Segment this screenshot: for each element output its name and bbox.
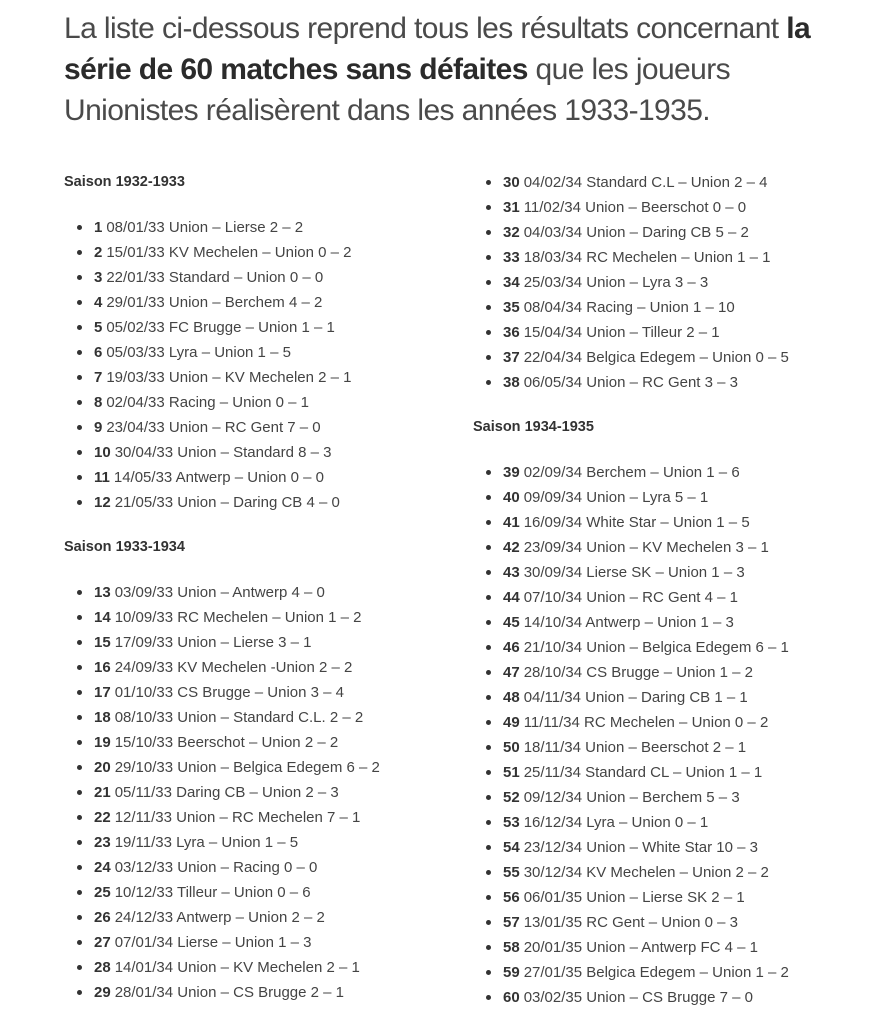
match-result: 30/09/34 Lierse SK – Union 1 – 3 xyxy=(523,564,745,581)
match-list-1933-1934-part2 xyxy=(473,170,853,395)
season-heading-1934-1935: Saison 1934-1935 xyxy=(473,419,594,435)
match-item xyxy=(473,735,853,760)
match-item xyxy=(473,370,853,395)
match-number: 39 xyxy=(503,464,520,481)
match-result: 21/05/33 Union – Daring CB 4 – 0 xyxy=(114,494,340,511)
match-item xyxy=(473,860,853,885)
match-item xyxy=(473,610,853,635)
match-result: 19/11/33 Lyra – Union 1 – 5 xyxy=(114,834,299,851)
match-result: 19/03/33 Union – KV Mechelen 2 – 1 xyxy=(106,369,352,386)
match-result: 18/03/34 RC Mechelen – Union 1 – 1 xyxy=(523,249,771,266)
match-number: 1 xyxy=(94,219,103,236)
match-item xyxy=(473,760,853,785)
match-number: 15 xyxy=(94,634,111,651)
match-result: 05/02/33 FC Brugge – Union 1 – 1 xyxy=(106,319,335,336)
match-result: 07/01/34 Lierse – Union 1 – 3 xyxy=(114,934,312,951)
match-item xyxy=(64,680,444,705)
match-result: 14/01/34 Union – KV Mechelen 2 – 1 xyxy=(114,959,360,976)
match-item xyxy=(64,655,444,680)
intro-text-start: La liste ci-dessous reprend tous les résultats concernant xyxy=(64,12,787,45)
match-number: 54 xyxy=(503,839,520,856)
match-result: 16/12/34 Lyra – Union 0 – 1 xyxy=(523,814,709,831)
match-item xyxy=(64,730,444,755)
match-item xyxy=(64,805,444,830)
intro-highlight: la série de 60 matches sans défaites xyxy=(64,12,811,86)
match-item xyxy=(473,785,853,810)
match-result: 06/01/35 Union – Lierse SK 2 – 1 xyxy=(523,889,745,906)
match-number: 18 xyxy=(94,709,111,726)
match-number: 44 xyxy=(503,589,520,606)
match-number: 17 xyxy=(94,684,111,701)
match-number: 42 xyxy=(503,539,520,556)
match-number: 6 xyxy=(94,344,103,361)
match-item xyxy=(473,685,853,710)
match-item xyxy=(473,935,853,960)
match-result: 14/05/33 Antwerp – Union 0 – 0 xyxy=(113,469,325,486)
match-item xyxy=(473,535,853,560)
match-item xyxy=(64,930,444,955)
match-item xyxy=(64,830,444,855)
match-item xyxy=(64,580,444,605)
match-result: 28/01/34 Union – CS Brugge 2 – 1 xyxy=(114,984,345,1001)
match-result: 06/05/34 Union – RC Gent 3 – 3 xyxy=(523,374,738,391)
match-item xyxy=(64,215,444,240)
match-item xyxy=(473,710,853,735)
match-item xyxy=(473,460,853,485)
match-number: 35 xyxy=(503,299,520,316)
match-result: 04/11/34 Union – Daring CB 1 – 1 xyxy=(523,689,748,706)
match-result: 08/01/33 Union – Lierse 2 – 2 xyxy=(106,219,304,236)
match-item xyxy=(64,390,444,415)
match-number: 26 xyxy=(94,909,111,926)
match-item xyxy=(473,295,853,320)
match-number: 23 xyxy=(94,834,111,851)
match-number: 8 xyxy=(94,394,103,411)
season-heading-1932-1933: Saison 1932-1933 xyxy=(64,174,185,190)
match-number: 41 xyxy=(503,514,520,531)
match-result: 05/11/33 Daring CB – Union 2 – 3 xyxy=(114,784,339,801)
match-item xyxy=(473,320,853,345)
match-item xyxy=(64,465,444,490)
match-item xyxy=(64,290,444,315)
match-result: 15/01/33 KV Mechelen – Union 0 – 2 xyxy=(106,244,352,261)
match-number: 20 xyxy=(94,759,111,776)
match-number: 47 xyxy=(503,664,520,681)
match-item xyxy=(64,755,444,780)
match-result: 21/10/34 Union – Belgica Edegem 6 – 1 xyxy=(523,639,789,656)
match-item xyxy=(64,780,444,805)
match-result: 09/12/34 Union – Berchem 5 – 3 xyxy=(523,789,740,806)
match-list-1933-1934-part1 xyxy=(64,580,444,1005)
match-result: 03/02/35 Union – CS Brugge 7 – 0 xyxy=(523,989,754,1006)
intro-text-end: que les joueurs Unionistes réalisèrent dans les années 1933-1935. xyxy=(64,53,731,127)
match-result: 01/10/33 CS Brugge – Union 3 – 4 xyxy=(114,684,345,701)
match-result: 23/09/34 Union – KV Mechelen 3 – 1 xyxy=(523,539,769,556)
match-number: 33 xyxy=(503,249,520,266)
match-result: 07/10/34 Union – RC Gent 4 – 1 xyxy=(523,589,738,606)
match-item xyxy=(473,585,853,610)
match-result: 29/01/33 Union – Berchem 4 – 2 xyxy=(106,294,323,311)
match-item xyxy=(64,415,444,440)
match-item xyxy=(473,910,853,935)
match-item xyxy=(473,195,853,220)
match-number: 28 xyxy=(94,959,111,976)
match-item xyxy=(64,315,444,340)
match-result: 10/09/33 RC Mechelen – Union 1 – 2 xyxy=(114,609,362,626)
match-result: 04/03/34 Union – Daring CB 5 – 2 xyxy=(523,224,749,241)
match-item xyxy=(64,490,444,515)
match-result: 13/01/35 RC Gent – Union 0 – 3 xyxy=(523,914,738,931)
match-item xyxy=(473,245,853,270)
match-result: 30/12/34 KV Mechelen – Union 2 – 2 xyxy=(523,864,769,881)
match-number: 2 xyxy=(94,244,103,261)
match-result: 11/11/34 RC Mechelen – Union 0 – 2 xyxy=(523,714,769,731)
match-result: 22/01/33 Standard – Union 0 – 0 xyxy=(106,269,324,286)
match-result: 17/09/33 Union – Lierse 3 – 1 xyxy=(114,634,312,651)
match-item xyxy=(64,240,444,265)
match-result: 08/10/33 Union – Standard C.L. 2 – 2 xyxy=(114,709,364,726)
match-number: 31 xyxy=(503,199,520,216)
match-item xyxy=(473,985,853,1010)
match-number: 11 xyxy=(94,469,110,486)
match-item xyxy=(473,660,853,685)
match-number: 49 xyxy=(503,714,520,731)
match-number: 14 xyxy=(94,609,111,626)
match-number: 25 xyxy=(94,884,111,901)
match-number: 7 xyxy=(94,369,103,386)
match-number: 29 xyxy=(94,984,111,1001)
match-number: 13 xyxy=(94,584,111,601)
match-result: 10/12/33 Tilleur – Union 0 – 6 xyxy=(114,884,311,901)
match-number: 3 xyxy=(94,269,103,286)
match-number: 36 xyxy=(503,324,520,341)
match-result: 18/11/34 Union – Beerschot 2 – 1 xyxy=(523,739,747,756)
match-result: 25/03/34 Union – Lyra 3 – 3 xyxy=(523,274,709,291)
match-number: 45 xyxy=(503,614,520,631)
season-heading-1933-1934: Saison 1933-1934 xyxy=(64,539,185,555)
right-column xyxy=(473,170,853,1030)
match-number: 53 xyxy=(503,814,520,831)
match-item xyxy=(64,705,444,730)
match-item xyxy=(473,220,853,245)
match-result: 14/10/34 Antwerp – Union 1 – 3 xyxy=(523,614,734,631)
match-item xyxy=(473,960,853,985)
match-number: 10 xyxy=(94,444,111,461)
match-item xyxy=(473,510,853,535)
match-item xyxy=(64,365,444,390)
match-item xyxy=(64,880,444,905)
match-item xyxy=(64,605,444,630)
match-number: 50 xyxy=(503,739,520,756)
match-number: 9 xyxy=(94,419,103,436)
match-item xyxy=(64,955,444,980)
match-result: 24/12/33 Antwerp – Union 2 – 2 xyxy=(114,909,325,926)
match-item xyxy=(473,560,853,585)
match-number: 43 xyxy=(503,564,520,581)
match-number: 5 xyxy=(94,319,103,336)
match-number: 40 xyxy=(503,489,520,506)
match-result: 25/11/34 Standard CL – Union 1 – 1 xyxy=(523,764,763,781)
match-item xyxy=(64,340,444,365)
match-number: 59 xyxy=(503,964,520,981)
match-item xyxy=(473,835,853,860)
match-item xyxy=(473,345,853,370)
match-number: 22 xyxy=(94,809,111,826)
match-number: 37 xyxy=(503,349,520,366)
match-number: 21 xyxy=(94,784,111,801)
intro-paragraph xyxy=(64,8,844,131)
match-item xyxy=(473,270,853,295)
match-item xyxy=(473,635,853,660)
match-result: 30/04/33 Union – Standard 8 – 3 xyxy=(114,444,332,461)
match-number: 12 xyxy=(94,494,111,511)
match-item xyxy=(64,905,444,930)
match-result: 22/04/34 Belgica Edegem – Union 0 – 5 xyxy=(523,349,789,366)
match-result: 27/01/35 Belgica Edegem – Union 1 – 2 xyxy=(523,964,789,981)
match-list-1934-1935 xyxy=(473,460,853,1010)
match-result: 03/12/33 Union – Racing 0 – 0 xyxy=(114,859,318,876)
match-number: 55 xyxy=(503,864,520,881)
match-number: 27 xyxy=(94,934,111,951)
match-result: 09/09/34 Union – Lyra 5 – 1 xyxy=(523,489,709,506)
match-result: 05/03/33 Lyra – Union 1 – 5 xyxy=(106,344,291,361)
match-number: 38 xyxy=(503,374,520,391)
match-number: 34 xyxy=(503,274,520,291)
match-result: 28/10/34 CS Brugge – Union 1 – 2 xyxy=(523,664,754,681)
match-result: 12/11/33 Union – RC Mechelen 7 – 1 xyxy=(114,809,361,826)
match-number: 57 xyxy=(503,914,520,931)
match-result: 24/09/33 KV Mechelen -Union 2 – 2 xyxy=(114,659,353,676)
match-result: 20/01/35 Union – Antwerp FC 4 – 1 xyxy=(523,939,759,956)
match-number: 56 xyxy=(503,889,520,906)
match-result: 15/10/33 Beerschot – Union 2 – 2 xyxy=(114,734,339,751)
match-number: 51 xyxy=(503,764,520,781)
match-number: 19 xyxy=(94,734,111,751)
match-result: 23/04/33 Union – RC Gent 7 – 0 xyxy=(106,419,321,436)
match-item xyxy=(473,485,853,510)
match-item xyxy=(64,980,444,1005)
match-result: 03/09/33 Union – Antwerp 4 – 0 xyxy=(114,584,325,601)
left-column xyxy=(64,170,444,1005)
match-result: 23/12/34 Union – White Star 10 – 3 xyxy=(523,839,759,856)
match-result: 15/04/34 Union – Tilleur 2 – 1 xyxy=(523,324,720,341)
match-number: 60 xyxy=(503,989,520,1006)
match-item xyxy=(64,855,444,880)
match-number: 24 xyxy=(94,859,111,876)
match-number: 4 xyxy=(94,294,103,311)
match-result: 02/09/34 Berchem – Union 1 – 6 xyxy=(523,464,740,481)
match-item xyxy=(473,885,853,910)
match-number: 16 xyxy=(94,659,111,676)
match-number: 32 xyxy=(503,224,520,241)
match-result: 02/04/33 Racing – Union 0 – 1 xyxy=(106,394,309,411)
match-number: 46 xyxy=(503,639,520,656)
match-item xyxy=(64,265,444,290)
match-result: 08/04/34 Racing – Union 1 – 10 xyxy=(523,299,735,316)
match-result: 29/10/33 Union – Belgica Edegem 6 – 2 xyxy=(114,759,380,776)
match-result: 11/02/34 Union – Beerschot 0 – 0 xyxy=(523,199,747,216)
match-item xyxy=(64,630,444,655)
match-list-1932-1933 xyxy=(64,215,444,515)
match-number: 52 xyxy=(503,789,520,806)
match-item xyxy=(473,810,853,835)
match-number: 48 xyxy=(503,689,520,706)
match-item xyxy=(473,170,853,195)
match-number: 30 xyxy=(503,174,520,191)
match-item xyxy=(64,440,444,465)
match-result: 04/02/34 Standard C.L – Union 2 – 4 xyxy=(523,174,768,191)
match-number: 58 xyxy=(503,939,520,956)
match-result: 16/09/34 White Star – Union 1 – 5 xyxy=(523,514,750,531)
